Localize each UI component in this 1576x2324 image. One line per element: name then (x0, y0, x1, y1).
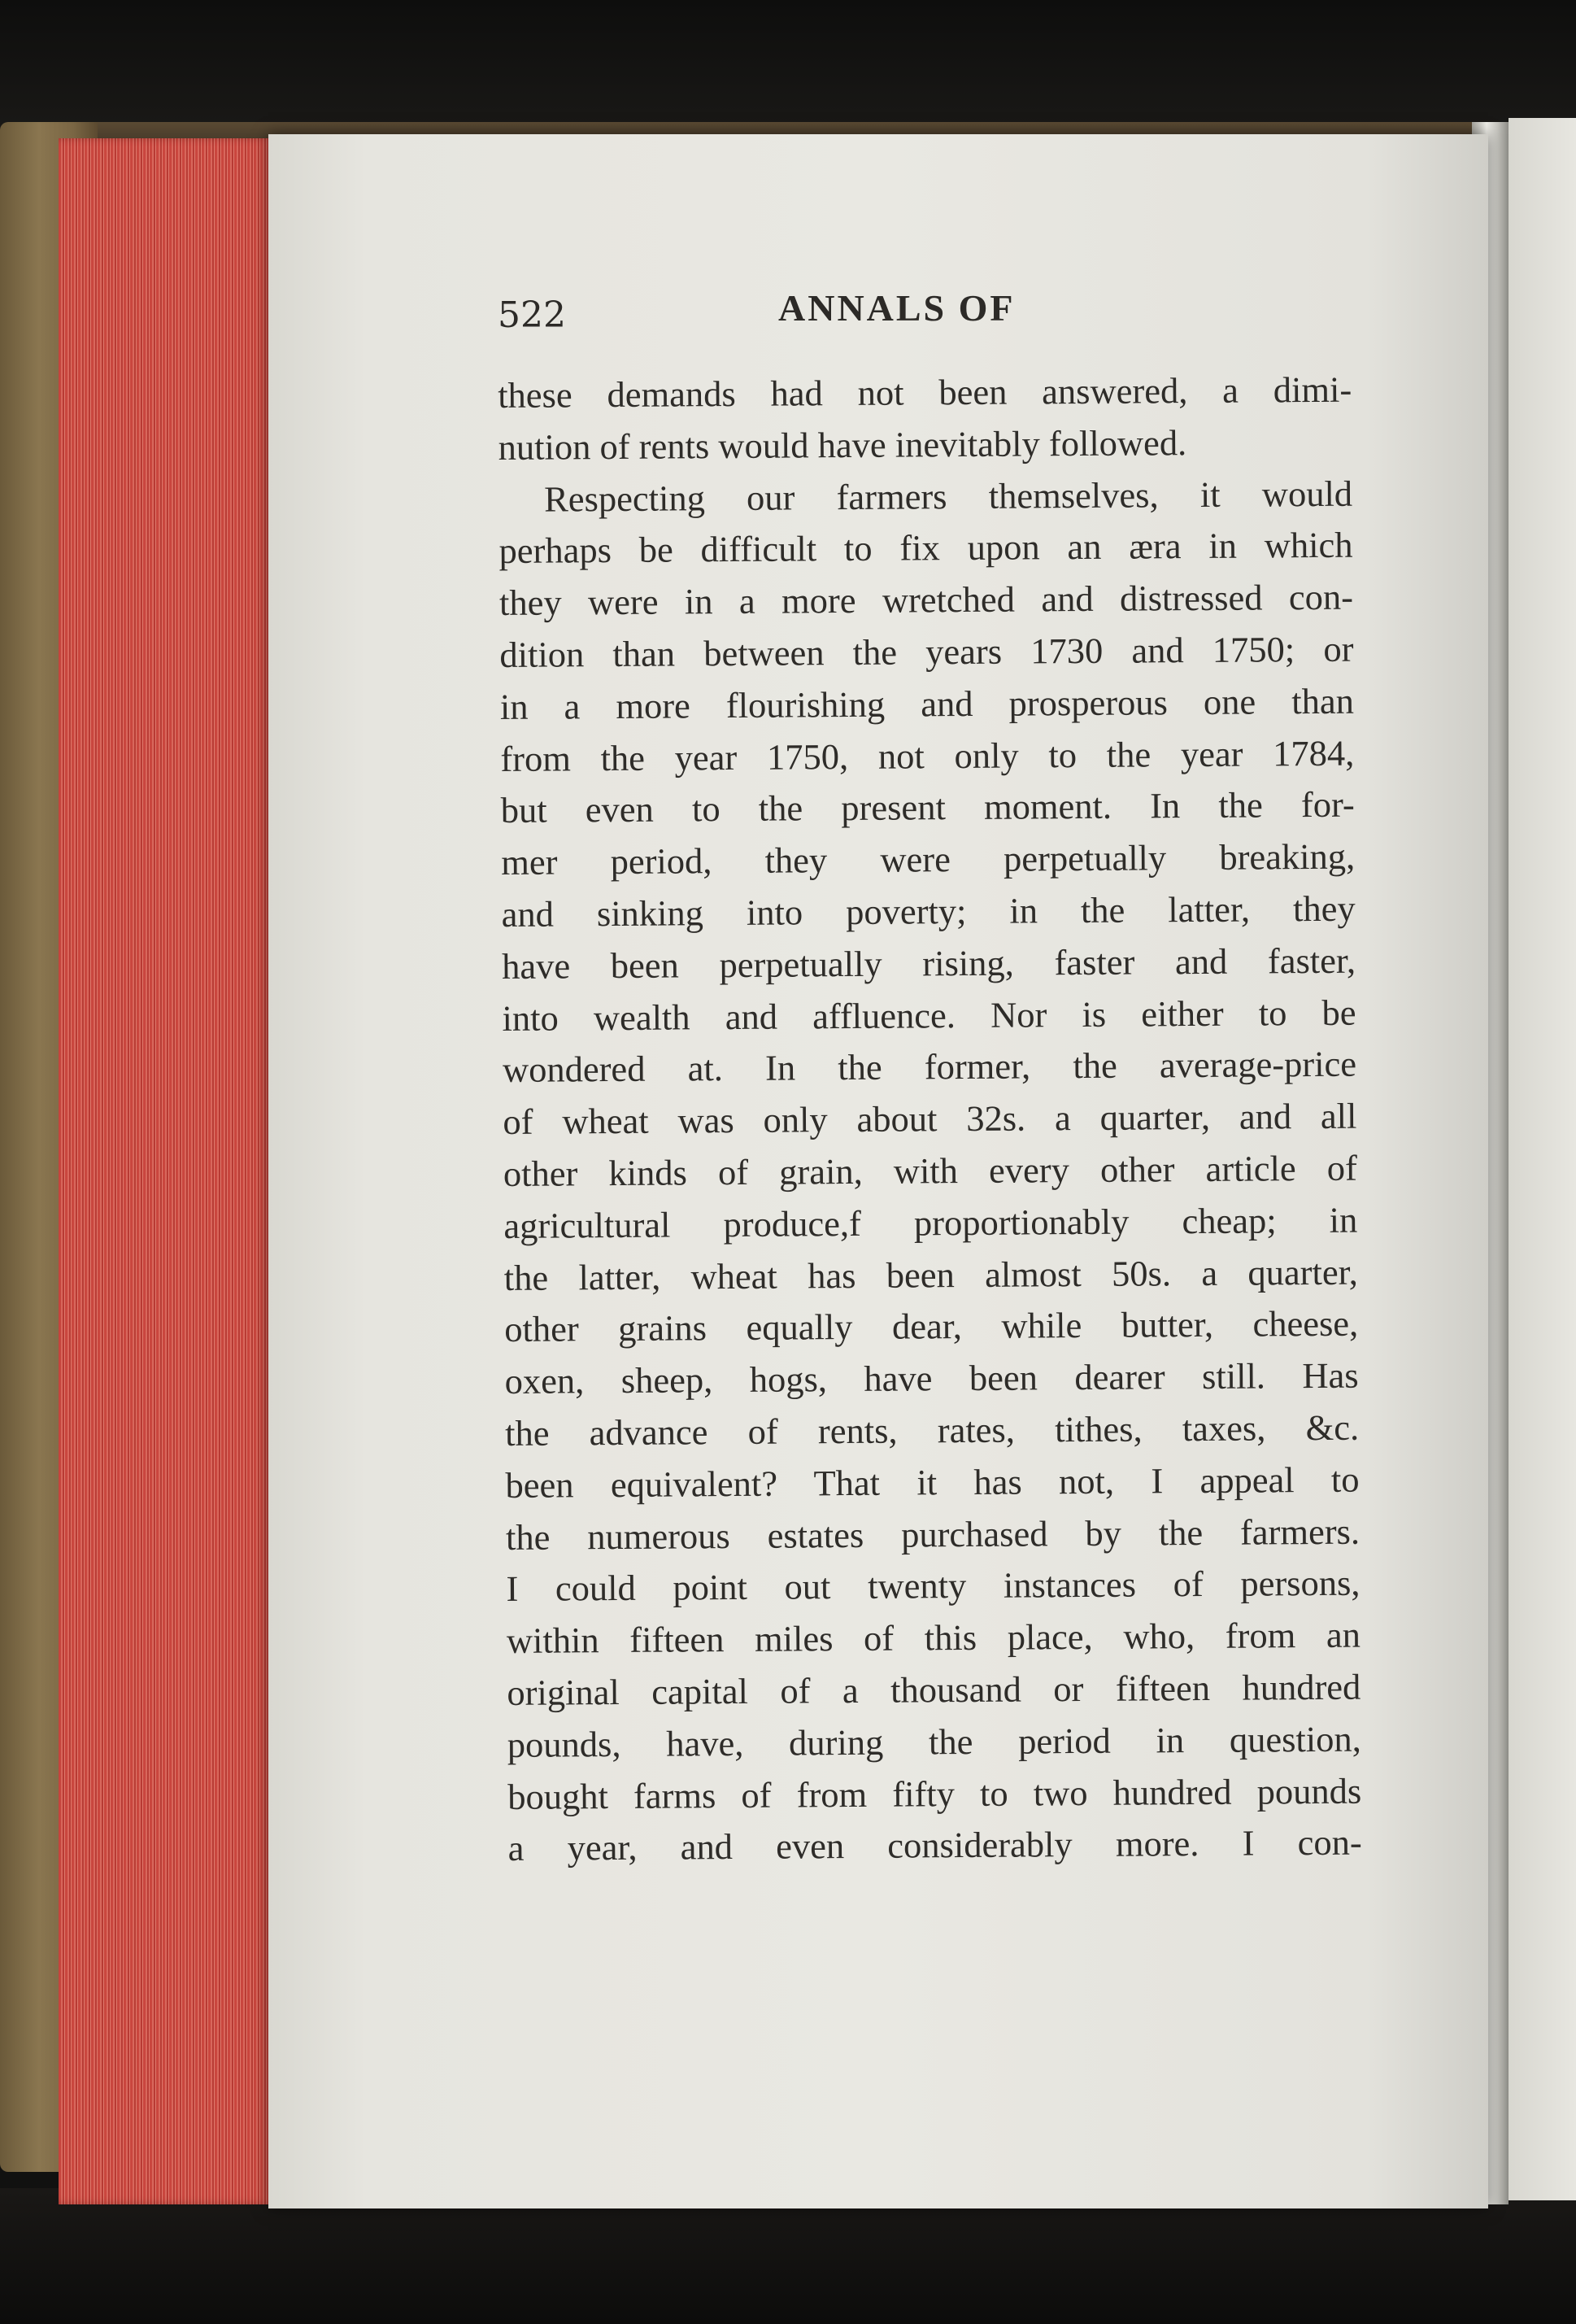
text-line: from the year 1750, not only to the year 1784, (500, 732, 1355, 779)
text-line: into wealth and affluence. Nor is either to be (502, 992, 1356, 1039)
page-number: 522 (498, 294, 566, 336)
background-top (0, 0, 1576, 138)
text-line: original capital of a thousand or fifteen hundred (507, 1666, 1361, 1713)
text-line: of wheat was only about 32s. a quarter, and all (503, 1095, 1357, 1143)
text-line: nution of rents would have inevitably followed. (498, 421, 1187, 468)
text-line: I could point out twenty instances of persons, (506, 1562, 1360, 1610)
text-line: other grains equally dear, while butter, cheese, (504, 1302, 1359, 1350)
text-line: wondered at. In the former, the average-price (502, 1044, 1357, 1091)
text-line: in a more flourishing and prosperous one than (499, 680, 1355, 727)
text-line: agricultural produce,f proportionably cheap; in (503, 1199, 1358, 1246)
text-line: perhaps be difficult to fix upon an æra in which (498, 525, 1353, 572)
text-line: oxen, sheep, hogs, have been dearer still. Has (504, 1354, 1359, 1402)
text-line: and sinking into poverty; in the latter, they (501, 887, 1356, 935)
text-line: a year, and even considerably more. I con- (507, 1821, 1362, 1869)
text-line: the latter, wheat has been almost 50s. a quarter, (503, 1251, 1358, 1298)
background-bottom (0, 2188, 1576, 2324)
body-text (498, 364, 1362, 1875)
facing-page (1509, 118, 1576, 2200)
text-line: but even to the present moment. In the for- (500, 784, 1355, 831)
running-head-title: ANNALS OF (778, 287, 1016, 329)
text-line: these demands had not been answered, a dimi- (498, 368, 1352, 416)
text-line: within fifteen miles of this place, who, from an (506, 1614, 1361, 1662)
text-line: bought farms of from fifty to two hundred pounds (507, 1770, 1362, 1817)
text-line: the advance of rents, rates, tithes, taxes, &c. (504, 1406, 1360, 1454)
text-line: pounds, have, during the period in question, (507, 1718, 1361, 1765)
text-line: mer period, they were perpetually breaking, (501, 835, 1356, 883)
text-line: dition than between the years 1730 and 1750; or (499, 628, 1354, 675)
text-line: Respecting our farmers themselves, it would (543, 473, 1353, 520)
text-line: have been perpetually rising, faster and faster, (501, 940, 1356, 987)
text-line: been equivalent? That it has not, I appeal to (505, 1458, 1360, 1506)
running-head (498, 286, 1343, 343)
page-edges-red (59, 138, 294, 2204)
text-line: they were in a more wretched and distressed con- (498, 576, 1354, 624)
text-line: the numerous estates purchased by the farmers. (505, 1511, 1360, 1558)
text-line: other kinds of grain, with every other article of (503, 1147, 1358, 1194)
